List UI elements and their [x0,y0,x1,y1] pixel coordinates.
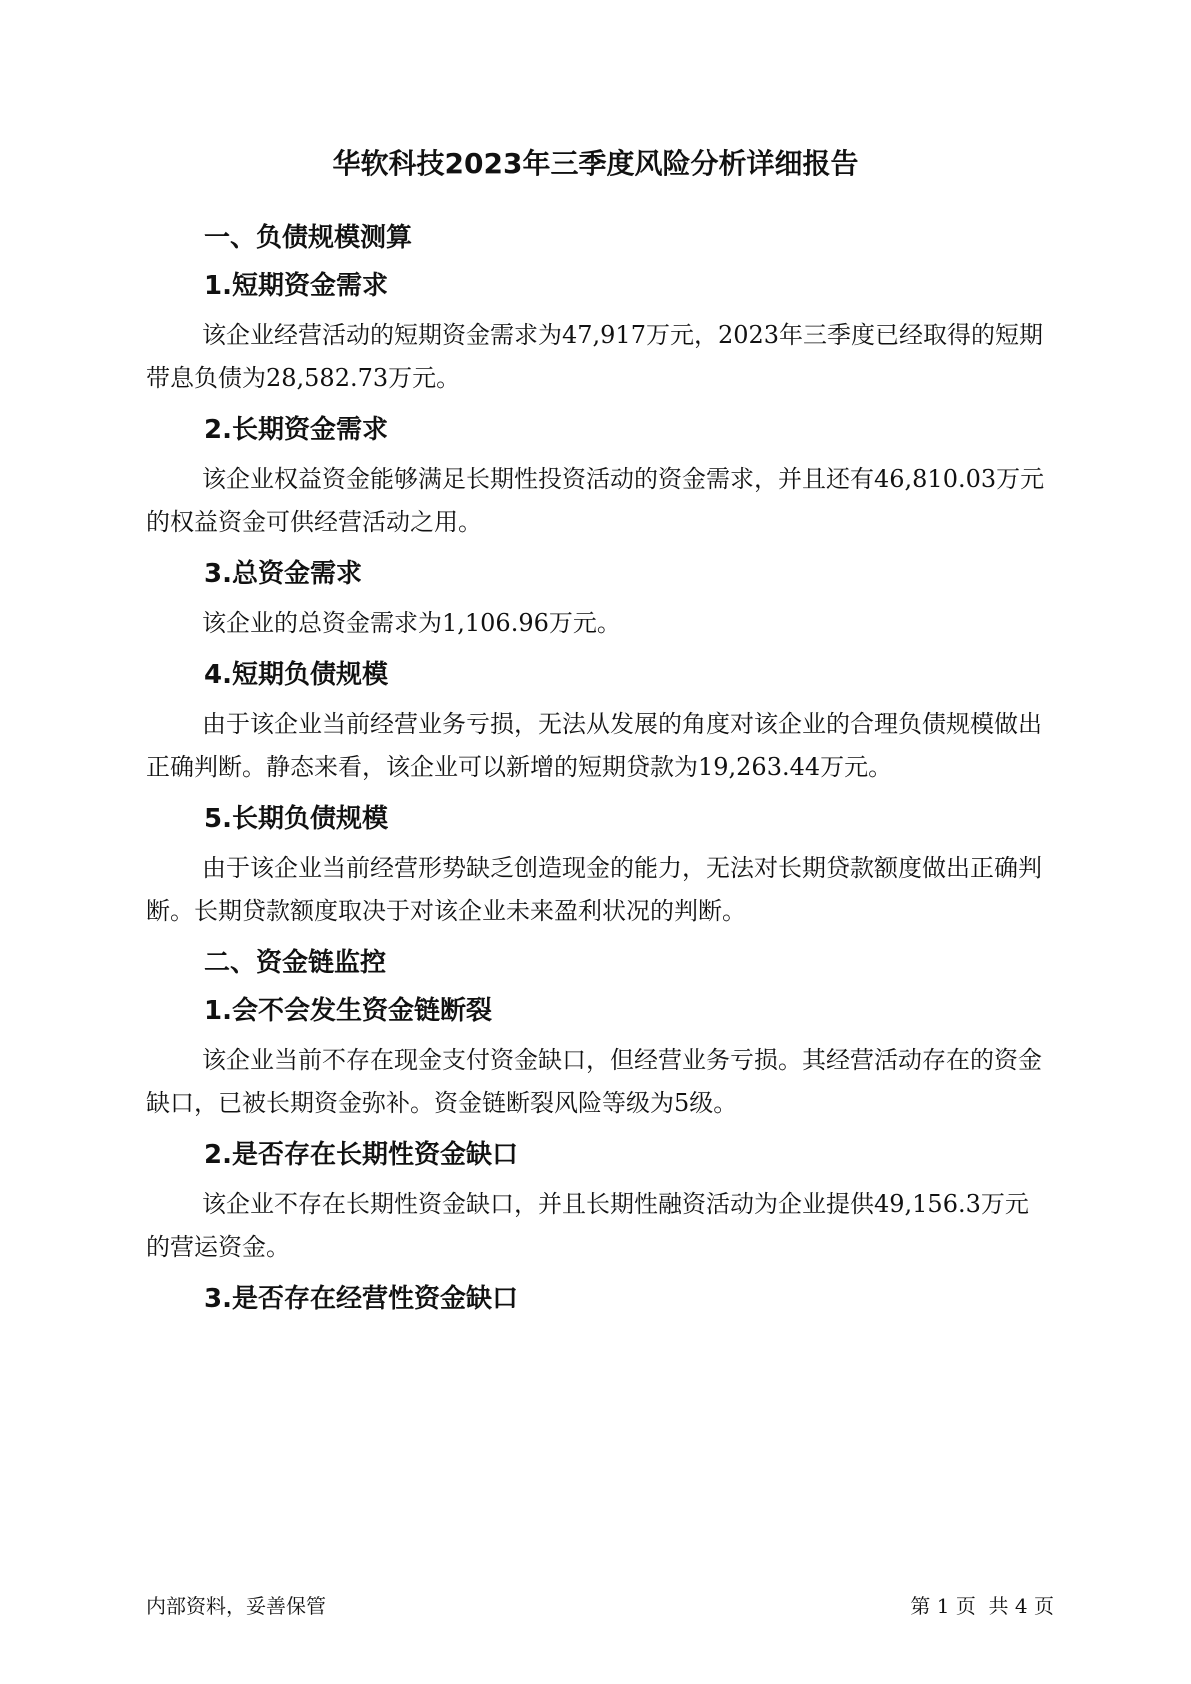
paragraph: 由于该企业当前经营形势缺乏创造现金的能力，无法对长期贷款额度做出正确判断。长期贷款额度取决于对该企业未来盈利状况的判断。 [146,854,1042,925]
footer-page-number: 第 1 页 共 4 页 [910,1594,1054,1618]
subsection-heading: 3.是否存在经营性资金缺口 [204,1284,518,1314]
document-title: 华软科技2023年三季度风险分析详细报告 [332,147,859,180]
footer-confidential-note: 内部资料，妥善保管 [146,1594,326,1618]
document-body [146,220,1051,1317]
paragraph: 由于该企业当前经营业务亏损，无法从发展的角度对该企业的合理负债规模做出正确判断。静态来看，该企业可以新增的短期贷款为19,263.44万元。 [146,710,1042,781]
subsection-heading: 1.短期资金需求 [204,271,388,301]
subsection-heading: 2.是否存在长期性资金缺口 [204,1140,518,1170]
paragraph: 该企业当前不存在现金支付资金缺口，但经营业务亏损。其经营活动存在的资金缺口，已被长期资金弥补。资金链断裂风险等级为5级。 [146,1046,1042,1117]
section-heading: 二、资金链监控 [204,948,387,978]
section-heading: 一、负债规模测算 [204,223,413,253]
paragraph: 该企业权益资金能够满足长期性投资活动的资金需求，并且还有46,810.03万元的权益资金可供经营活动之用。 [146,465,1045,536]
subsection-heading: 5.长期负债规模 [204,804,388,834]
paragraph: 该企业经营活动的短期资金需求为47,917万元，2023年三季度已经取得的短期带息负债为28,582.73万元。 [146,321,1044,392]
subsection-heading: 2.长期资金需求 [204,415,388,445]
subsection-heading: 1.会不会发生资金链断裂 [204,996,492,1026]
paragraph: 该企业的总资金需求为1,106.96万元。 [202,609,621,637]
subsection-heading: 3.总资金需求 [204,559,362,589]
subsection-heading: 4.短期负债规模 [204,660,388,690]
paragraph: 该企业不存在长期性资金缺口，并且长期性融资活动为企业提供49,156.3万元的营运资金。 [146,1190,1029,1261]
